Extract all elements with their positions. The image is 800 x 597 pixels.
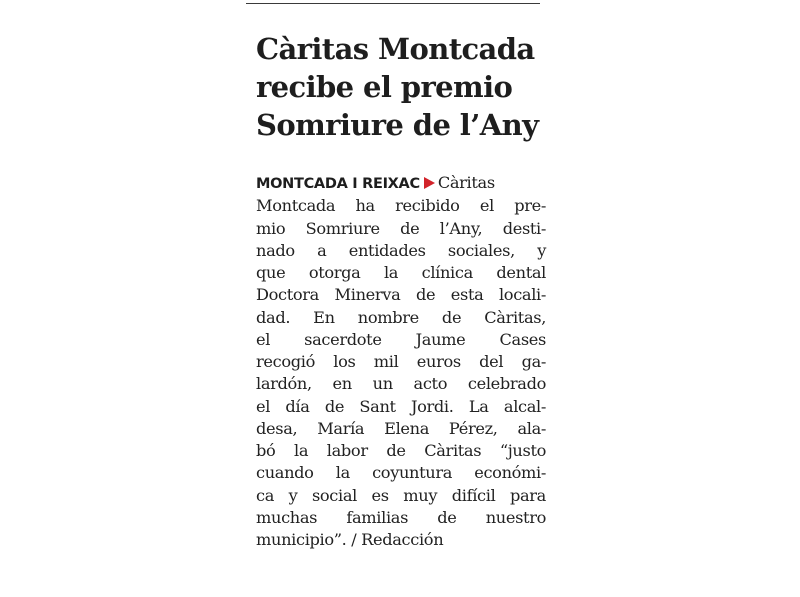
body-line: ca y social es muy difícil para <box>256 485 546 505</box>
body-line: Doctora Minerva de esta locali- <box>256 285 546 305</box>
body-line: desa, María Elena Pérez, ala- <box>256 418 546 438</box>
body-first-line <box>256 172 546 195</box>
body-line: municipio”. / Redacción <box>256 530 444 549</box>
body-line: nado a entidades sociales, y <box>256 240 546 260</box>
red-triangle-arrow-icon <box>424 177 435 189</box>
dateline: MONTCADA I REIXAC <box>256 176 420 192</box>
body-line: recogió los mil euros del ga- <box>256 352 546 371</box>
body-line: Montcada ha recibido el pre- <box>256 196 546 216</box>
body-line: muchas familias de nuestro <box>256 507 546 527</box>
body-line: dad. En nombre de Càritas, <box>256 307 546 327</box>
body-line: el sacerdote Jaume Cases <box>256 329 546 349</box>
body-line: mio Somriure de l’Any, desti- <box>256 218 546 238</box>
body-line: el día de Sant Jordi. La alcal- <box>256 396 546 416</box>
body-line: bó la labor de Càritas “justo <box>256 441 546 460</box>
body-line: lardón, en un acto celebrado <box>256 374 546 394</box>
body-line: cuando la coyuntura económi- <box>256 463 546 483</box>
headline-line: recibe el premio <box>256 70 513 104</box>
top-rule <box>246 3 540 4</box>
article-headline <box>256 30 546 144</box>
body-first-line-text: Càritas <box>437 173 495 192</box>
article-body <box>256 172 546 551</box>
headline-line: Càritas Montcada <box>256 32 535 66</box>
headline-line: Somriure de l’Any <box>256 108 539 142</box>
body-line: que otorga la clínica dental <box>256 263 546 282</box>
